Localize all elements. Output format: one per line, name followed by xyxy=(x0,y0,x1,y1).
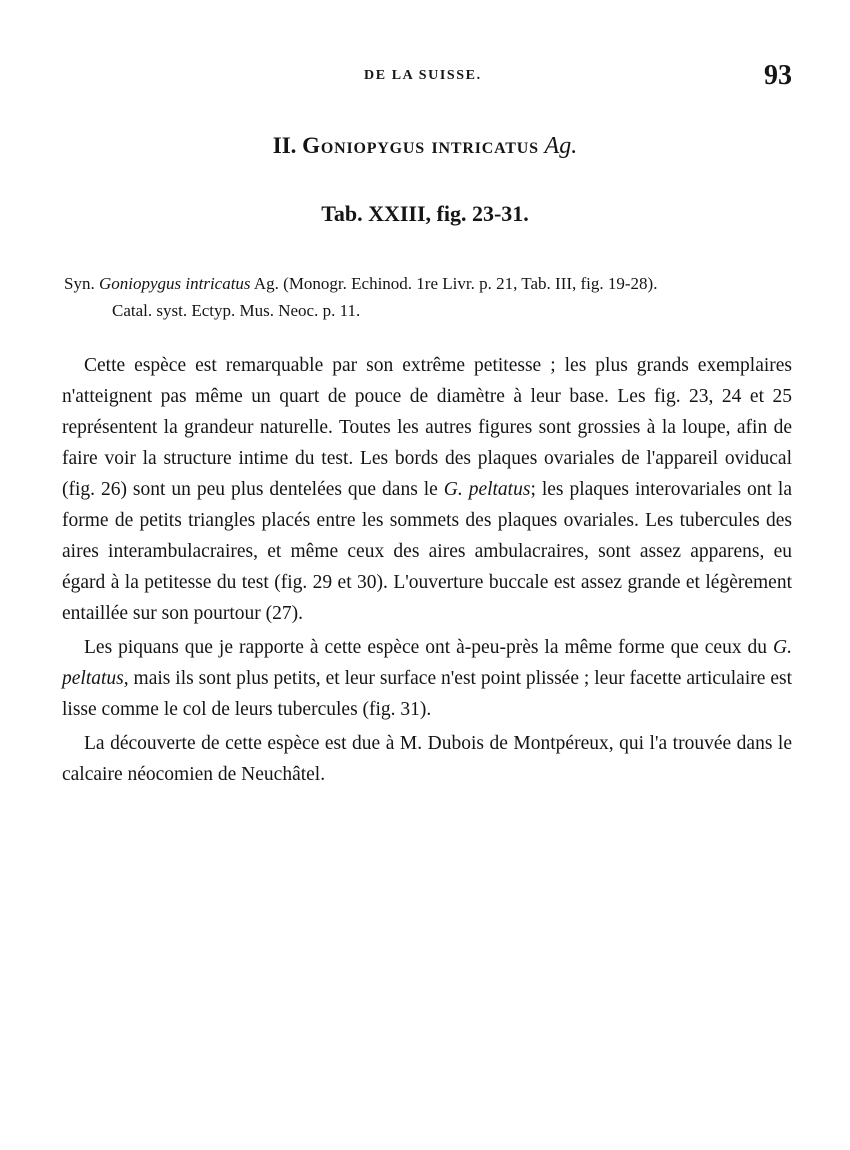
species-name: Goniopygus intricatus xyxy=(302,133,539,158)
plate-reference: Tab. XXIII, fig. 23-31. xyxy=(321,201,529,226)
synonymy-taxon: Goniopygus intricatus xyxy=(98,274,251,293)
paragraph-description xyxy=(62,350,792,629)
running-title: DE LA SUISSE. xyxy=(364,68,482,83)
species-number: II. xyxy=(272,133,297,158)
species-author: Ag. xyxy=(544,133,578,159)
paragraph-spines xyxy=(62,632,792,725)
paragraph-discovery: La découverte de cette espèce est due à M. Dubois de Montpéreux, qui l'a trouvée dans le calcaire néocomien de Neuchâtel. xyxy=(62,733,792,785)
synonymy-line-2: Catal. syst. Ectyp. Mus. Neoc. p. 11. xyxy=(112,301,361,320)
paragraph-2-text-b: , mais ils sont plus petits, et leur surface n'est point plissée ; leur facette articulaire est lisse comme le col de leurs tubercules (fig. 31). xyxy=(62,668,792,720)
paragraph-1-text-b: ; les plaques interovariales ont la forme de petits triangles placés entre les sommets des plaques ovariales. Les tubercules des aires interambulacraires, et même ceux des aires ambulacraires, sont assez apparens, eu égard à la petitesse du test (fig. 29 et 30). L'ouverture buccale est assez grande et légèrement entaillée sur son pourtour (27). xyxy=(62,479,792,624)
synonymy-line-1 xyxy=(64,270,794,297)
running-head xyxy=(0,60,850,94)
paragraph-2-text-a: Les piquans que je rapporte à cette espèce ont à-peu-près la même forme que ceux du xyxy=(84,637,768,658)
paragraph-1-text-a: Cette espèce est remarquable par son extrême petitesse ; les plus grands exemplaires n'atteignent pas même un quart de pouce de diamètre à leur base. Les fig. 23, 24 et 25 représentent la grandeur naturelle. Toutes les autres figures sont grossies à la loupe, afin de faire voir la structure intime du test. Les bords des plaques ovariales de l'appareil oviducal (fig. 26) sont un peu plus dentelées que dans le xyxy=(62,355,792,500)
synonymy-block xyxy=(64,270,794,324)
species-heading xyxy=(0,133,850,160)
body-text xyxy=(62,350,792,793)
synonymy-label: Syn. xyxy=(64,274,95,293)
species-reference: G. peltatus xyxy=(443,479,531,500)
page-number: 93 xyxy=(764,60,792,91)
synonymy-citation: Ag. (Monogr. Echinod. 1re Livr. p. 21, Tab. III, fig. 19-28). xyxy=(253,274,658,293)
species-reference: G. peltatus xyxy=(62,637,793,689)
